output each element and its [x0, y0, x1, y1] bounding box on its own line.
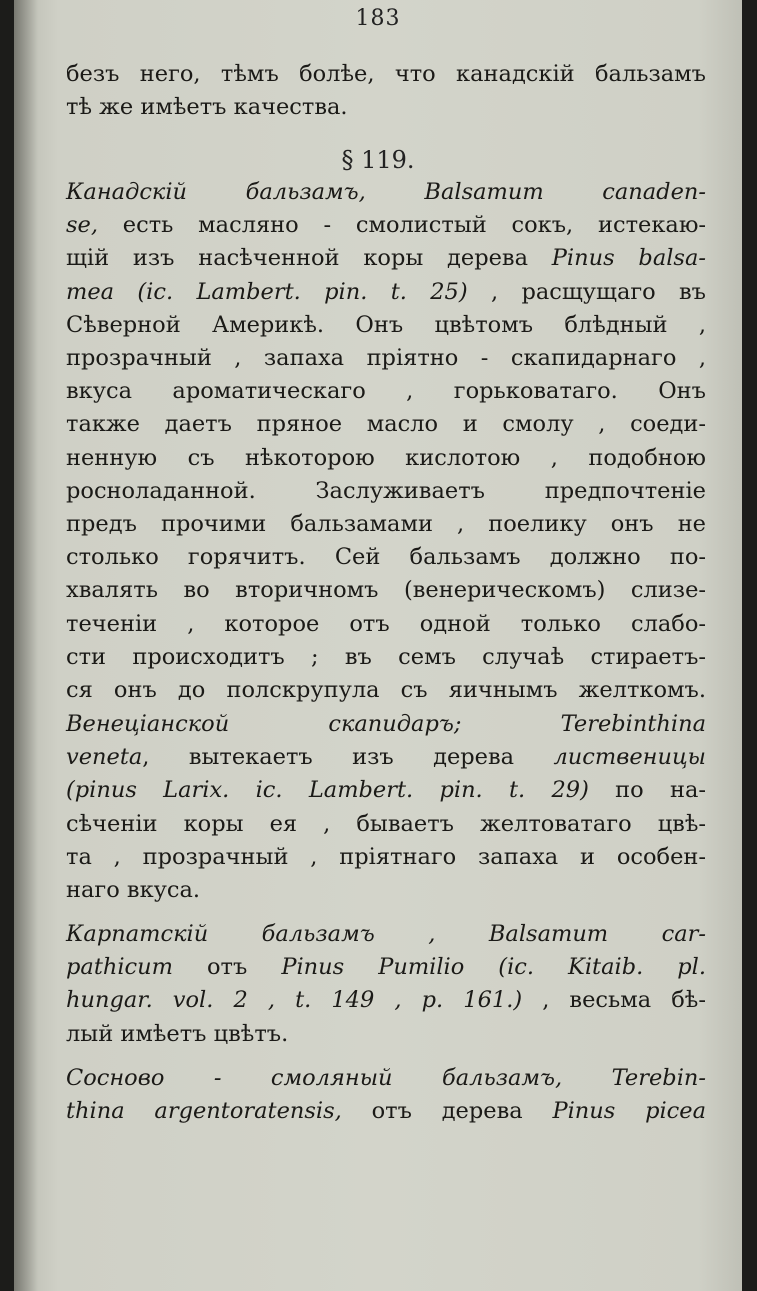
text-line: также даетъ пряное масло и смолу , соеди- — [66, 411, 706, 438]
latin-term: Balsamum car- — [488, 921, 707, 947]
latin-term: (pinus Larix. ic. Lambert. pin. t. 29) — [66, 777, 589, 804]
text-line — [66, 984, 706, 1017]
paragraph-canadian-balsam — [66, 176, 706, 707]
page-number: 183 — [355, 6, 401, 31]
text-run: по на- — [615, 777, 706, 804]
term-title: Канадскій бальзамъ, — [66, 179, 366, 205]
term-italic: лиственицы — [553, 744, 706, 771]
text-line — [66, 918, 706, 951]
latin-term: Pinus Pumilio (ic. Kitaib. pl. — [281, 954, 707, 981]
text-line: тѣ же имѣетъ качества. — [66, 94, 348, 121]
text-line: вкуса ароматическаго , горьковатаго. Онъ — [66, 378, 706, 405]
intro-paragraph — [66, 58, 706, 124]
text-line: лый имѣетъ цвѣтъ. — [66, 1020, 289, 1047]
text-line: наго вкуса. — [66, 877, 201, 904]
text-line: росноладанной. Заслуживаетъ предпочтеніе — [66, 477, 706, 504]
text-run: отъ — [207, 954, 248, 981]
text-line — [66, 242, 706, 275]
book-page — [14, 0, 742, 1291]
text-line: столько горячитъ. Сей бальзамъ должно по- — [66, 544, 706, 571]
text-line — [66, 708, 706, 741]
text-line — [66, 276, 706, 309]
latin-term: Pinus picea — [552, 1098, 707, 1125]
latin-term: hungar. vol. 2 , t. 149 , p. 161.) — [66, 987, 523, 1014]
text-run: отъ дерева — [371, 1098, 523, 1125]
latin-term: Pinus balsa- — [551, 245, 706, 272]
text-line — [66, 1062, 706, 1095]
text-line: ненную съ нѣкоторою кислотою , подобною — [66, 444, 706, 471]
text-line: предъ прочими бальзамами , поелику онъ не — [66, 511, 706, 538]
binding-shadow — [14, 0, 38, 1291]
latin-term: Terebinthina — [560, 711, 706, 737]
latin-term: pathicum — [66, 954, 173, 981]
text-line: теченіи , которое отъ одной только слабо- — [66, 610, 706, 637]
text-run: , вытекаетъ изъ дерева — [142, 744, 515, 771]
term-title: Сосново - смоляный бальзамъ, — [66, 1065, 563, 1091]
text-run: щій изъ насѣченной коры дерева — [66, 245, 528, 272]
latin-term: mea (ic. Lambert. pin. t. 25) — [66, 278, 468, 305]
text-run: , расщущаго въ — [490, 278, 706, 305]
text-line: сти происходитъ ; въ семъ случаѣ стираетъ- — [66, 643, 706, 670]
latin-term: veneta — [66, 744, 143, 771]
section-heading: § 119. — [341, 146, 415, 174]
text-line: ся онъ до полскрупула съ яичнымъ желткомъ. — [66, 677, 706, 704]
paragraph-pine-resin-balsam — [66, 1062, 706, 1128]
paragraph-carpathian-balsam — [66, 918, 706, 1051]
text-line: сѣченіи коры ея , бываетъ желтоватаго цвѣ- — [66, 810, 706, 837]
text-run: , весьма бѣ- — [542, 987, 706, 1014]
latin-term: se, — [66, 212, 99, 239]
text-line: безъ него, тѣмъ болѣе, что канадскій бальзамъ — [66, 61, 706, 87]
latin-term: Balsamum canaden- — [424, 179, 706, 205]
paragraph-venetian-turpentine — [66, 708, 706, 907]
text-line — [66, 1095, 706, 1128]
text-line: хвалять во вторичномъ (венерическомъ) слизе- — [66, 577, 706, 604]
text-line — [66, 741, 706, 774]
text-line: та , прозрачный , пріятнаго запаха и особен- — [66, 843, 706, 870]
text-line: прозрачный , запаха пріятно - скапидарнаго , — [66, 345, 706, 372]
latin-term: Terebin- — [611, 1065, 706, 1091]
text-line — [66, 951, 706, 984]
text-line — [66, 774, 706, 807]
term-title: Карпатскій бальзамъ , — [66, 921, 436, 947]
latin-term: thina argentoratensis, — [66, 1098, 342, 1125]
text-line — [66, 209, 706, 242]
text-run: есть масляно - смолистый сокъ, истекаю- — [122, 212, 707, 239]
text-line: Сѣверной Америкѣ. Онъ цвѣтомъ блѣдный , — [66, 311, 706, 338]
text-line — [66, 176, 706, 209]
term-title: Венеціанской скапидаръ; — [66, 711, 462, 737]
